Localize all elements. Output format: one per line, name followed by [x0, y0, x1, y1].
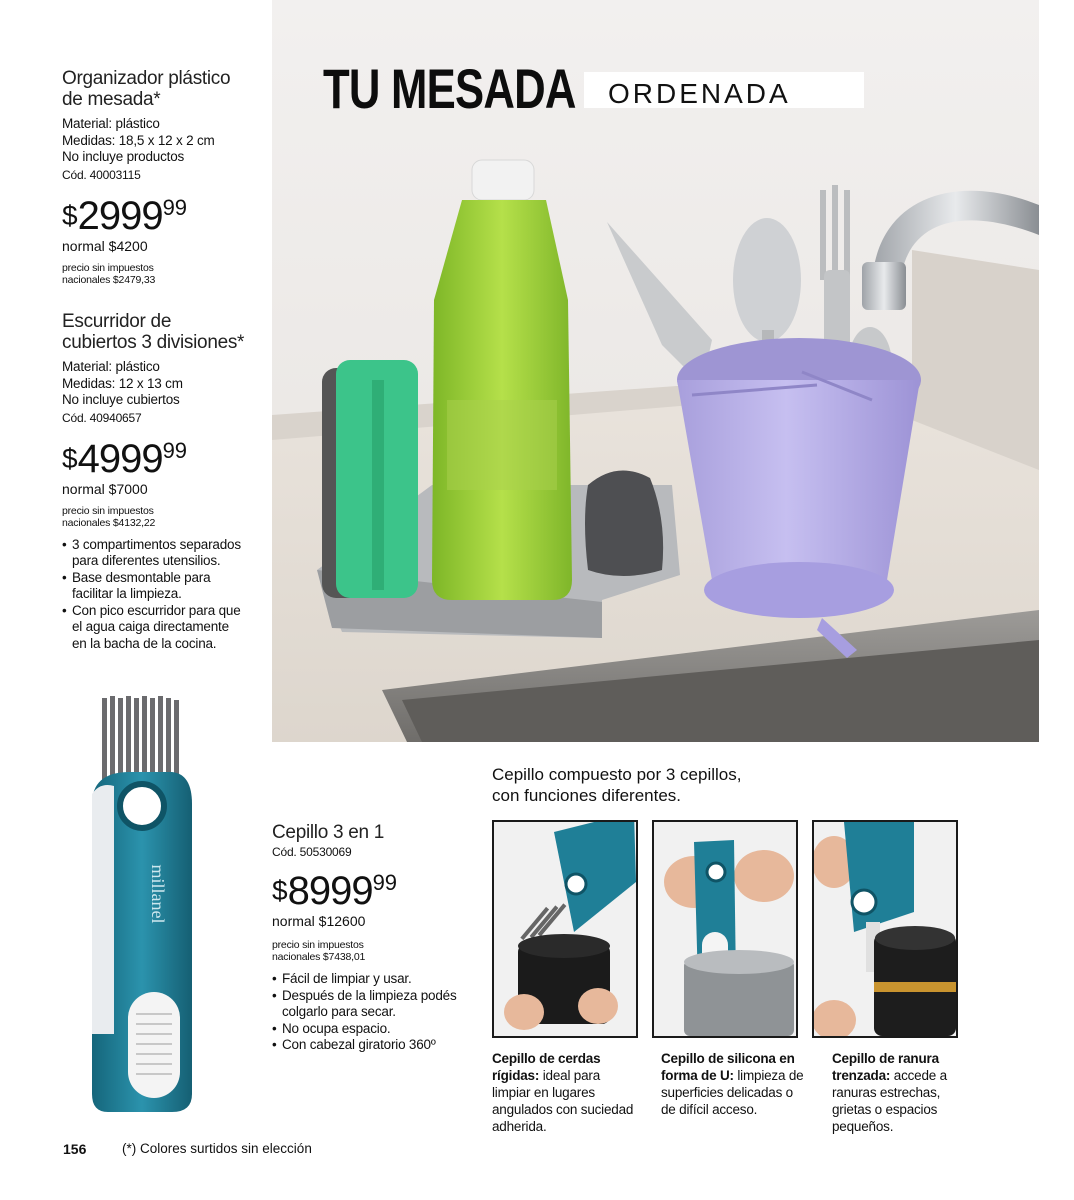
- feature-item: • Con pico escurridor para que el agua caiga directamente en la bacha de la cocina.: [62, 603, 267, 653]
- tax-free-price: precio sin impuestos nacionales $2479,33: [62, 261, 156, 286]
- hero-headline: TU MESADA: [323, 57, 576, 120]
- tax-free-price: precio sin impuestos nacionales $7438,01: [272, 939, 366, 963]
- feature-item: • Fácil de limpiar y usar.: [272, 971, 482, 988]
- figure-rigid-bristles: [492, 820, 638, 1038]
- feature-item: • Base desmontable para facilitar la limpieza.: [62, 570, 267, 603]
- hero-subhead: ORDENADA: [584, 72, 864, 108]
- tax-free-price: precio sin impuestos nacionales $4132,22: [62, 504, 156, 529]
- silicone-u-photo: [654, 822, 796, 1036]
- rigid-bristles-photo: [494, 822, 636, 1036]
- product-price: $8999$^{99}$: [272, 869, 398, 913]
- product-code: Cód. 50530069: [272, 845, 352, 859]
- figure-braided-groove: [812, 820, 958, 1038]
- footnote: (*) Colores surtidos sin elección: [122, 1141, 312, 1156]
- figure-silicone-u: [652, 820, 798, 1038]
- normal-price: normal $7000: [62, 480, 148, 497]
- page-number: 156: [63, 1141, 87, 1157]
- braided-groove-photo: [814, 822, 956, 1036]
- feature-item: • Después de la limpieza podés colgarlo para secar.: [272, 988, 482, 1021]
- product-escurridor: [62, 311, 267, 652]
- caption-braided-groove: Cepillo de ranura trenzada: accede a ranuras estrechas, grietas o espacios pequeños.: [832, 1051, 947, 1134]
- product-code: Cód. 40003115: [62, 167, 141, 182]
- feature-item: • Con cabezal giratorio 360º: [272, 1037, 482, 1054]
- normal-price: normal $12600: [272, 913, 366, 929]
- feature-item: • No ocupa espacio.: [272, 1021, 482, 1038]
- feature-list: [272, 971, 482, 1054]
- brand-logo: millanel: [148, 864, 168, 924]
- product-price: $4999$^{99}$: [62, 436, 188, 481]
- normal-price: normal $4200: [62, 237, 148, 254]
- caption-rigid-bristles: Cepillo de cerdas rígidas: ideal para limpiar en lugares angulados con suciedad adherida.: [492, 1051, 634, 1134]
- product-code: Cód. 40940657: [62, 410, 142, 425]
- product-price: $2999$^{99}$: [62, 193, 188, 238]
- product-cepillo: [272, 822, 482, 1054]
- product-specs: Material: plástico Medidas: 12 x 13 cm No incluye cubiertos: [62, 359, 183, 407]
- product-specs: Material: plástico Medidas: 18,5 x 12 x 2 cm No incluye productos: [62, 116, 215, 164]
- feature-list: [62, 537, 267, 653]
- product-organizador: [62, 68, 267, 286]
- product-title: Cepillo 3 en 1: [272, 822, 384, 843]
- caption-silicone-u: Cepillo de silicona en forma de U: limpieza de superficies delicadas o de difícil acceso.: [661, 1051, 804, 1117]
- brush-product-image: [80, 694, 200, 1114]
- product-title: Escurridor de cubiertos 3 divisiones*: [62, 311, 245, 353]
- product-title: Organizador plástico de mesada*: [62, 68, 231, 110]
- brush-intro: Cepillo compuesto por 3 cepillos, con funciones diferentes.: [492, 765, 742, 805]
- feature-item: • 3 compartimentos separados para diferentes utensilios.: [62, 537, 267, 570]
